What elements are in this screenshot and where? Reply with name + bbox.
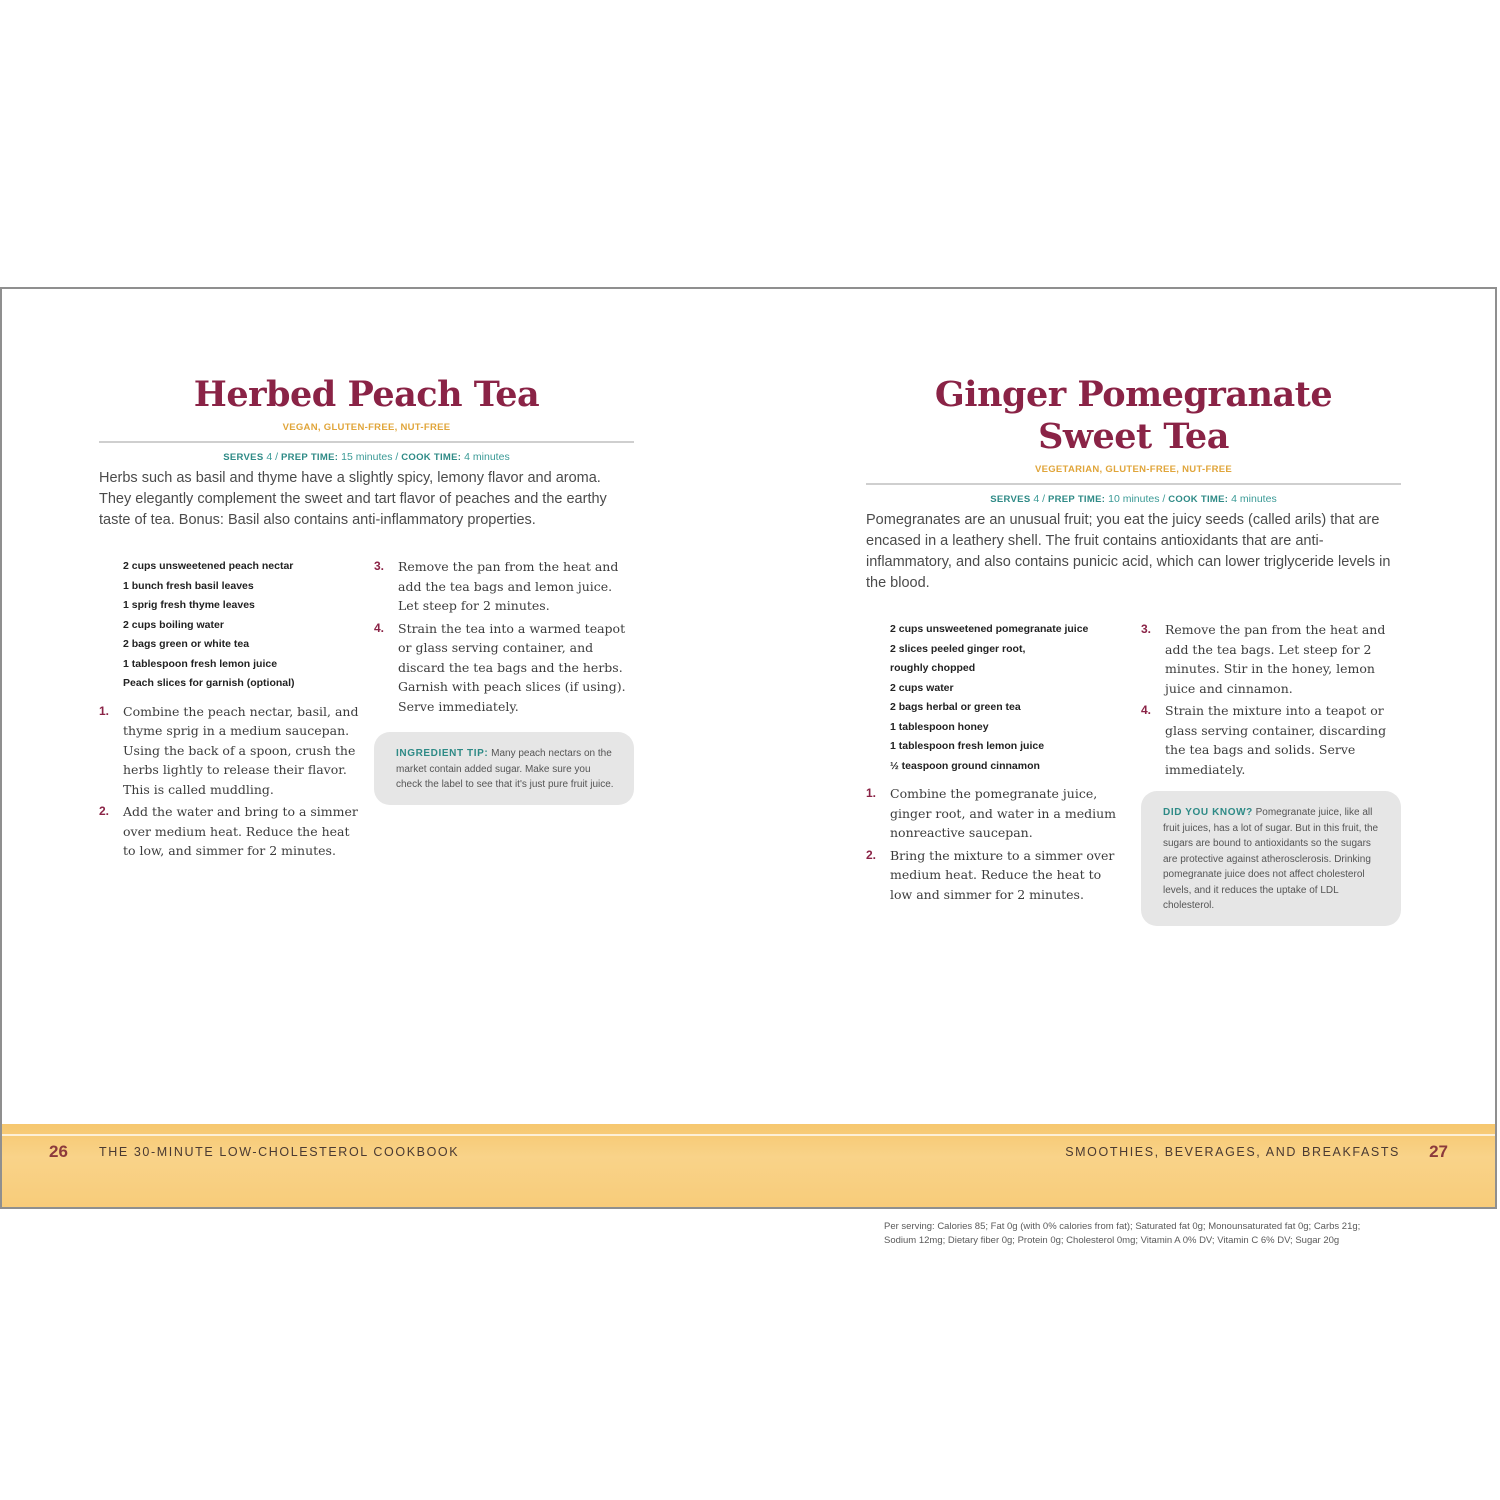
diet-tags: VEGAN, GLUTEN-FREE, NUT-FREE — [99, 422, 634, 443]
step — [99, 702, 359, 800]
recipe-meta: SERVES 4 / PREP TIME: 15 minutes / COOK TIME: 4 minutes — [223, 451, 510, 463]
ingredient-tip-box — [374, 732, 634, 805]
step-list — [374, 557, 634, 716]
ingredient: 2 bags green or white tea — [123, 638, 250, 650]
serves-label: SERVES — [990, 494, 1031, 505]
step-text: Strain the mixture into a teapot or glass serving container, discarding the tea bags and solids. Serve immediately. — [1165, 703, 1387, 777]
step-list — [866, 784, 1126, 904]
step-number: 3. — [1141, 622, 1152, 636]
column-right — [1141, 620, 1401, 926]
did-you-know-box — [1141, 791, 1401, 926]
step-text: Add the water and bring to a simmer over medium heat. Reduce the heat to low, and simmer for 2 minutes. — [123, 804, 358, 858]
tip-label: DID YOU KNOW? — [1163, 807, 1253, 818]
step-number: 4. — [1141, 703, 1152, 717]
cook-label: COOK TIME: — [401, 452, 462, 463]
recipe-title — [866, 374, 1401, 458]
step-number: 2. — [99, 804, 110, 818]
step-text: Strain the tea into a warmed teapot or glass serving container, and discard the tea bags and the herbs. Garnish with peach slices (if using). Serve immediately. — [398, 620, 626, 714]
footer-band — [2, 1124, 1495, 1207]
column-left — [99, 557, 359, 864]
ingredient: Peach slices for garnish (optional) — [123, 677, 295, 689]
cook-label: COOK TIME: — [1168, 494, 1229, 505]
ingredient-list — [123, 557, 359, 694]
running-head-right: SMOOTHIES, BEVERAGES, AND BREAKFASTS — [1065, 1145, 1400, 1159]
cook-value: 4 minutes — [464, 451, 510, 463]
tip-label: INGREDIENT TIP: — [396, 748, 489, 759]
ingredient: 1 sprig fresh thyme leaves — [123, 599, 255, 611]
page-number-right: 27 — [1429, 1142, 1448, 1161]
recipe-herbed-peach-tea — [99, 374, 634, 858]
step-text: Remove the pan from the heat and add the tea bags and lemon juice. Let steep for 2 minutes. — [398, 559, 619, 613]
step — [374, 619, 634, 717]
column-right — [374, 557, 634, 805]
recipe-title-line1: Ginger Pomegranate — [934, 374, 1333, 415]
prep-label: PREP TIME: — [280, 452, 339, 463]
step-number: 3. — [374, 559, 385, 573]
step-number: 4. — [374, 620, 385, 635]
step — [374, 557, 634, 616]
step — [866, 784, 1126, 843]
recipe-meta: SERVES 4 / PREP TIME: 10 minutes / COOK TIME: 4 minutes — [990, 493, 1277, 505]
step-list — [99, 702, 359, 861]
step-number: 1. — [99, 703, 110, 718]
ingredient: 2 cups unsweetened peach nectar — [123, 560, 294, 572]
ingredient: 2 cups unsweetened pomegranate juice — [890, 623, 1089, 635]
ingredient: 1 tablespoon fresh lemon juice — [890, 740, 1045, 752]
running-head-left: THE 30-MINUTE LOW-CHOLESTEROL COOKBOOK — [99, 1145, 460, 1159]
ingredient: 1 bunch fresh basil leaves — [123, 579, 254, 592]
page-number-left: 26 — [49, 1142, 68, 1161]
recipe-intro: Pomegranates are an unusual fruit; you eat the juicy seeds (called arils) that are encased in a leathery shell. The fruit contains antioxidants that are anti-inflammatory, and also contains punicic acid, which can lower triglyceride levels in the blood. — [866, 512, 1391, 591]
nutrition-info: Per serving: Calories 85; Fat 0g (with 0% calories from fat); Saturated fat 0g; Monounsaturated fat 0g; Carbs 21g; Sodium 12mg; Dietary fiber 0g; Protein 0g; Cholesterol 0mg; Vitamin A 0% DV; Vitamin C 6% DV; Sugar 20g — [884, 1221, 1361, 1246]
tip-text: Pomegranate juice, like all fruit juices, has a lot of sugar. But in this fruit, the sugars are bound to antioxidants so the sugars are protective against atherosclerosis. Drinking pomegranate juice does not affect cholesterol levels, and it reduces the uptake of LDL cholesterol. — [1163, 807, 1379, 911]
ingredient: 1 tablespoon fresh lemon juice — [123, 657, 278, 670]
diet-tags: VEGETARIAN, GLUTEN-FREE, NUT-FREE — [866, 464, 1401, 485]
step — [1141, 701, 1401, 779]
ingredient: roughly chopped — [890, 662, 976, 674]
serves-value: 4 — [266, 451, 273, 463]
recipe-title-line2: Sweet Tea — [1038, 416, 1229, 457]
step-text: Bring the mixture to a simmer over medium heat. Reduce the heat to low and simmer for 2 minutes. — [890, 847, 1115, 902]
step-number: 2. — [866, 847, 877, 862]
step — [99, 802, 359, 861]
step-text: Combine the peach nectar, basil, and thyme sprig in a medium saucepan. Using the back of a spoon, crush the herbs lightly to release their flavor. This is called muddling. — [123, 703, 359, 797]
step-text: Remove the pan from the heat and add the tea bags. Let steep for 2 minutes. Stir in the honey, lemon juice and cinnamon. — [1165, 622, 1386, 696]
prep-label: PREP TIME: — [1047, 494, 1106, 505]
step-list — [1141, 620, 1401, 779]
book-spread — [0, 287, 1497, 1246]
ingredient: 2 bags herbal or green tea — [890, 701, 1021, 713]
tip-text: Many peach nectars on the market contain added sugar. Make sure you check the label to see that it's just pure fruit juice. — [396, 748, 614, 790]
step — [1141, 620, 1401, 698]
column-left — [866, 620, 1126, 907]
prep-value: 10 minutes — [1108, 493, 1160, 505]
ingredient-list — [890, 620, 1126, 776]
ingredient: 2 slices peeled ginger root, — [890, 642, 1026, 655]
cook-value: 4 minutes — [1231, 493, 1277, 505]
prep-value: 15 minutes — [341, 451, 393, 463]
recipe-title: Herbed Peach Tea — [193, 374, 540, 415]
ingredient: ½ teaspoon ground cinnamon — [890, 759, 1040, 772]
ingredient: 2 cups boiling water — [123, 618, 224, 631]
ingredient: 1 tablespoon honey — [890, 720, 989, 733]
ingredient: 2 cups water — [890, 681, 954, 694]
serves-value: 4 — [1033, 493, 1040, 505]
step — [866, 846, 1126, 905]
recipe-intro: Herbs such as basil and thyme have a slightly spicy, lemony flavor and aroma. They elegantly complement the sweet and tart flavor of peaches and the earthy taste of tea. Bonus: Basil also contains anti-inflammatory properties. — [99, 470, 607, 528]
serves-label: SERVES — [223, 452, 264, 463]
step-text: Combine the pomegranate juice, ginger root, and water in a medium nonreactive saucepan. — [890, 786, 1116, 840]
step-number: 1. — [866, 786, 877, 800]
